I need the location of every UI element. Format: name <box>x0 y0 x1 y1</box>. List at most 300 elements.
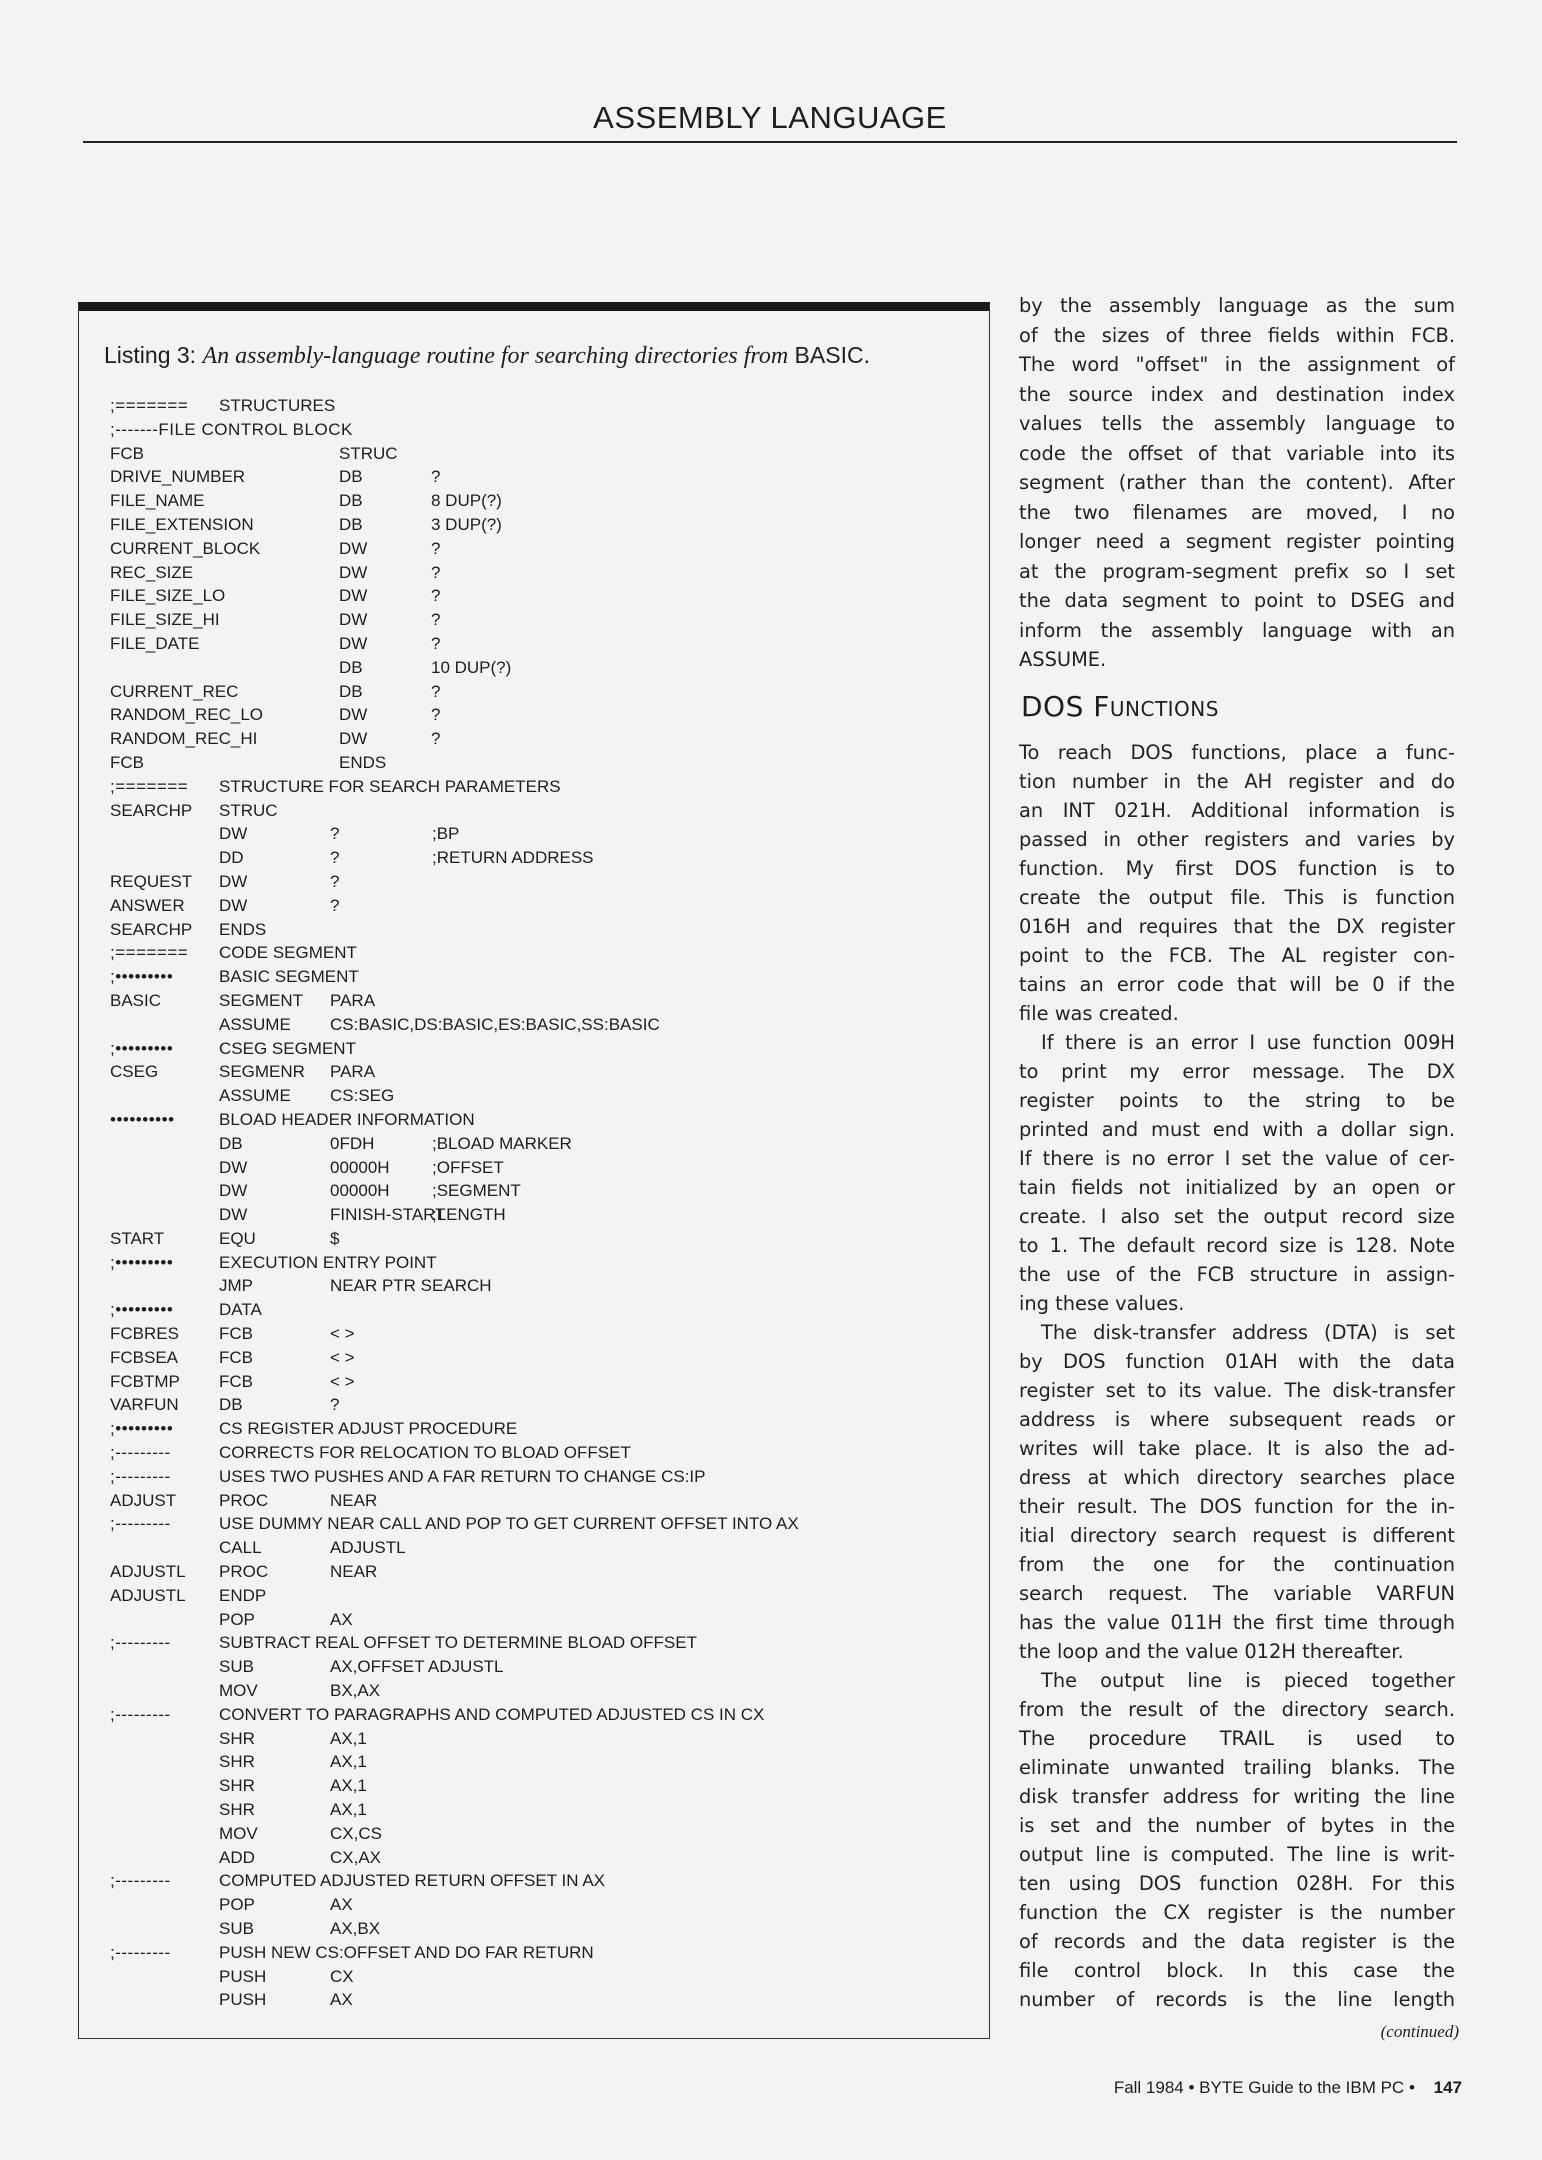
code-field: DW <box>219 871 248 891</box>
code-field: DW <box>219 895 248 915</box>
code-line <box>0 1584 980 1608</box>
code-field: CS:BASIC,DS:BASIC,ES:BASIC,SS:BASIC <box>330 1014 660 1034</box>
text-line: 016H and requires that the DX register <box>1019 915 1455 938</box>
code-field: COMPUTED ADJUSTED RETURN OFFSET IN AX <box>219 1871 606 1891</box>
text-line: disk transfer address for writing the line <box>1019 1785 1455 1808</box>
text-line: ten using DOS function 028H. For this <box>1019 1872 1455 1895</box>
code-field: FILE_SIZE_HI <box>110 610 220 630</box>
text-line: The word "offset" in the assignment of <box>1019 353 1455 376</box>
code-line <box>0 1322 980 1346</box>
code-line <box>0 894 980 918</box>
code-field: 8 DUP(?) <box>431 491 502 511</box>
code-field: ;--------- <box>110 1466 171 1486</box>
code-field: ? <box>431 538 441 558</box>
text-line: To reach DOS functions, place a func- <box>1019 741 1455 764</box>
text-line: by the assembly language as the sum <box>1019 294 1455 317</box>
code-field: 3 DUP(?) <box>431 514 502 534</box>
code-line <box>0 1608 980 1632</box>
code-field: ASSUME <box>219 1086 291 1106</box>
code-field: PROC <box>219 1562 269 1582</box>
code-comment-line <box>0 1703 980 1727</box>
code-field: STRUCTURES <box>219 396 336 415</box>
code-comment-line <box>0 1441 980 1465</box>
code-line <box>0 1346 980 1370</box>
code-field: FILE_NAME <box>110 491 205 511</box>
text-line: register set to its value. The disk-transfer <box>1019 1379 1455 1402</box>
text-line: dress at which directory searches place <box>1019 1466 1455 1489</box>
code-field: FCBSEA <box>110 1347 179 1367</box>
code-field: JMP <box>219 1276 253 1296</box>
code-field: BASIC <box>110 990 162 1010</box>
code-field: DRIVE_NUMBER <box>110 467 246 487</box>
code-line <box>0 1988 980 2012</box>
code-line <box>0 1560 980 1584</box>
code-line <box>0 1179 980 1203</box>
footer-issue: Fall 1984 <box>1113 2078 1184 2097</box>
code-field: •••••••••• <box>110 1109 175 1129</box>
code-field: SEARCHP <box>110 919 193 939</box>
code-field: CORRECTS FOR RELOCATION TO BLOAD OFFSET <box>219 1443 631 1463</box>
footer-bullet: • <box>1408 2078 1415 2097</box>
code-comment-line <box>0 1251 980 1275</box>
text-line: search request. The variable VARFUN <box>1019 1582 1455 1605</box>
code-field: DB <box>339 491 363 511</box>
code-field: RANDOM_REC_HI <box>110 729 258 749</box>
code-line <box>0 799 980 823</box>
continued-note: (continued) <box>1380 2022 1459 2041</box>
code-field: AX <box>330 1990 353 2010</box>
code-field: SHR <box>219 1776 255 1796</box>
code-field: EQU <box>219 1228 256 1248</box>
text-line: itial directory search request is different <box>1019 1524 1455 1547</box>
code-field: DW <box>339 562 368 582</box>
code-field: SHR <box>219 1752 255 1772</box>
code-field: DW <box>339 610 368 630</box>
text-line: register points to the string to be <box>1019 1089 1455 1112</box>
code-field: DB <box>219 1395 243 1415</box>
code-line <box>0 680 980 704</box>
code-field: $ <box>330 1228 340 1248</box>
code-field: DATA <box>219 1300 262 1320</box>
code-field: FCB <box>219 1371 253 1391</box>
text-line: eliminate unwanted trailing blanks. The <box>1019 1756 1455 1779</box>
listing-caption <box>104 342 870 370</box>
text-line: by DOS function 01AH with the data <box>1019 1350 1455 1373</box>
code-field: PUSH <box>219 1966 267 1986</box>
code-field: ENDS <box>339 752 387 772</box>
code-field: PARA <box>330 990 376 1010</box>
code-field: CURRENT_BLOCK <box>110 538 261 558</box>
code-field: USES TWO PUSHES AND A FAR RETURN TO CHANGE CS:IP <box>219 1466 706 1486</box>
code-field: DW <box>219 824 248 844</box>
text-line: printed and must end with a dollar sign. <box>1019 1118 1455 1141</box>
text-line: number of records is the line length <box>1019 1988 1455 2011</box>
code-field: ;OFFSET <box>432 1157 504 1177</box>
code-line <box>0 1798 980 1822</box>
code-line <box>0 584 980 608</box>
article-intro <box>1019 291 1455 675</box>
code-field: FCBRES <box>110 1324 179 1344</box>
code-comment-line <box>0 1941 980 1965</box>
code-field: ;--------- <box>110 1443 171 1463</box>
code-line <box>0 656 980 680</box>
running-header <box>83 100 1457 136</box>
code-line <box>0 1727 980 1751</box>
code-comment-line <box>0 1417 980 1441</box>
code-line <box>0 1489 980 1513</box>
text-line: tains an error code that will be 0 if the <box>1019 973 1455 996</box>
code-field: FILE_DATE <box>110 633 200 653</box>
code-line <box>0 561 980 585</box>
listing-caption-text: An assembly-language routine for searching directories from <box>202 343 789 369</box>
code-field: ADJUSTL <box>110 1585 186 1605</box>
code-line <box>0 1655 980 1679</box>
code-field: DW <box>339 705 368 725</box>
text-line: If there is no error I set the value of cer- <box>1019 1147 1455 1170</box>
text-line: of the sizes of three fields within FCB. <box>1019 323 1455 347</box>
text-line: The procedure TRAIL is used to <box>1019 1727 1455 1750</box>
text-line: the use of the FCB structure in assign- <box>1019 1263 1455 1286</box>
code-field: ;======= <box>110 396 189 415</box>
code-field: CALL <box>219 1538 262 1558</box>
header-rule <box>83 141 1457 143</box>
code-field: SEGMENT <box>219 990 304 1010</box>
code-comment-line <box>0 394 980 418</box>
code-line <box>0 1084 980 1108</box>
page-footer <box>1114 2078 1462 2098</box>
code-field: AX,BX <box>330 1919 381 1938</box>
running-header-title: ASSEMBLY LANGUAGE <box>593 100 947 135</box>
code-field: AX <box>330 1609 353 1629</box>
code-field: AX,1 <box>330 1800 367 1820</box>
code-field: ;BLOAD MARKER <box>432 1133 572 1153</box>
code-field: BLOAD HEADER INFORMATION <box>219 1109 475 1129</box>
code-field: DW <box>339 633 368 653</box>
code-line <box>0 632 980 656</box>
code-field: PARA <box>330 1062 376 1082</box>
code-line <box>0 822 980 846</box>
code-field: ADJUSTL <box>110 1562 186 1582</box>
code-line <box>0 703 980 727</box>
code-field: DW <box>339 586 368 606</box>
code-field: FINISH-START <box>330 1205 446 1225</box>
code-field: FILE_SIZE_LO <box>110 586 226 606</box>
text-line: writes will take place. It is also the ad- <box>1019 1437 1455 1460</box>
text-line: file was created. <box>1019 1002 1179 1025</box>
code-field: SUBTRACT REAL OFFSET TO DETERMINE BLOAD OFFSET <box>219 1633 697 1653</box>
code-field: ? <box>431 633 441 653</box>
code-field: ? <box>431 681 441 701</box>
code-field: CX,AX <box>330 1847 382 1867</box>
code-field: AX,1 <box>330 1776 367 1796</box>
text-line: file control block. In this case the <box>1019 1959 1455 1982</box>
code-field: MOV <box>219 1681 258 1701</box>
code-comment-line <box>0 1869 980 1893</box>
code-line <box>0 1679 980 1703</box>
paragraph <box>1019 1666 1455 2014</box>
code-field: ? <box>330 1395 340 1415</box>
text-line: longer need a segment register pointing <box>1019 530 1455 553</box>
code-field: ANSWER <box>110 895 185 915</box>
code-field: ? <box>431 467 441 487</box>
text-line: values tells the assembly language to <box>1019 412 1455 435</box>
code-line <box>0 1893 980 1917</box>
text-line: the source index and destination index <box>1019 382 1455 406</box>
code-field: POP <box>219 1609 255 1629</box>
code-comment-line <box>0 1037 980 1061</box>
text-line: to 1. The default record size is 128. Note <box>1019 1234 1455 1257</box>
text-line: of records and the data register is the <box>1019 1930 1455 1953</box>
code-field: AX,OFFSET ADJUSTL <box>330 1657 504 1677</box>
text-line: from the one for the continuation <box>1019 1553 1455 1576</box>
text-line: tain fields not initialized by an open or <box>1019 1176 1455 1199</box>
code-field: ;--------- <box>110 1871 171 1891</box>
text-line: The disk-transfer address (DTA) is set <box>1041 1321 1455 1344</box>
code-field: EXECUTION ENTRY POINT <box>219 1252 437 1272</box>
text-line: tion number in the AH register and do <box>1019 770 1455 793</box>
code-field: ? <box>431 729 441 749</box>
code-field: POP <box>219 1895 255 1915</box>
code-field: ;--------- <box>110 1514 171 1534</box>
code-field: NEAR PTR SEARCH <box>330 1276 492 1296</box>
code-line <box>0 1774 980 1798</box>
code-field: ? <box>431 705 441 725</box>
code-line <box>0 918 980 942</box>
code-field: 00000H <box>330 1157 390 1177</box>
code-field: SHR <box>219 1728 255 1748</box>
code-field: DW <box>219 1181 248 1201</box>
code-line <box>0 751 980 775</box>
code-line <box>0 1156 980 1180</box>
code-field: ;--------- <box>110 1633 171 1653</box>
code-field: CSEG SEGMENT <box>219 1038 356 1058</box>
code-comment-line <box>0 1298 980 1322</box>
code-field: DB <box>339 657 363 677</box>
code-line <box>0 1917 980 1941</box>
section-heading: DOS Functions <box>1021 690 1219 723</box>
text-line: the data segment to point to DSEG and <box>1019 589 1455 612</box>
code-field: RANDOM_REC_LO <box>110 705 264 725</box>
code-line <box>0 1965 980 1989</box>
code-field: ? <box>431 586 441 606</box>
text-line: code the offset of that variable into its <box>1019 441 1455 465</box>
code-field: CURRENT_REC <box>110 681 239 701</box>
code-field: CODE SEGMENT <box>219 943 357 963</box>
code-comment-line <box>0 1631 980 1655</box>
code-field: DW <box>219 1205 248 1225</box>
code-field: ;••••••••• <box>110 967 174 987</box>
code-field: AX,1 <box>330 1728 367 1748</box>
footer-bullet: • <box>1188 2078 1195 2097</box>
code-field: PUSH NEW CS:OFFSET AND DO FAR RETURN <box>219 1942 594 1962</box>
code-field: ADJUST <box>110 1490 177 1510</box>
text-line: address is where subsequent reads or <box>1019 1408 1455 1431</box>
code-field: DD <box>219 848 244 868</box>
code-field: CX,CS <box>330 1823 382 1843</box>
code-line <box>0 442 980 466</box>
code-field: PROC <box>219 1490 269 1510</box>
paragraph <box>1019 738 1455 1028</box>
footer-publication: BYTE Guide to the IBM PC <box>1199 2078 1405 2097</box>
code-line <box>0 1227 980 1251</box>
code-field: FCB <box>110 443 144 463</box>
text-line: is set and the number of bytes in the <box>1019 1814 1455 1837</box>
code-field: SHR <box>219 1800 255 1820</box>
code-field: SEGMENR <box>219 1062 305 1082</box>
code-field: 00000H <box>330 1181 390 1201</box>
code-field: DB <box>219 1133 243 1153</box>
code-comment-line <box>0 1465 980 1489</box>
code-field: REQUEST <box>110 871 193 891</box>
text-line: point to the FCB. The AL register con- <box>1019 944 1455 967</box>
text-line: inform the assembly language with an <box>1019 618 1455 642</box>
code-field: CONVERT TO PARAGRAPHS AND COMPUTED ADJUSTED CS IN CX <box>219 1704 765 1724</box>
code-field: ;••••••••• <box>110 1300 174 1320</box>
code-field: ? <box>330 824 340 844</box>
code-field: < > <box>330 1371 355 1391</box>
code-field: AX <box>330 1895 353 1915</box>
code-field: ;--------- <box>110 1942 171 1962</box>
code-field: VARFUN <box>110 1395 179 1415</box>
code-field: ADD <box>219 1847 255 1867</box>
text-line: If there is an error I use function 009H <box>1041 1031 1455 1054</box>
code-field: ;BP <box>432 824 460 844</box>
code-field: STRUC <box>339 443 398 463</box>
text-line: ing these values. <box>1019 1292 1185 1315</box>
code-field: FCB <box>219 1324 253 1344</box>
code-line <box>0 537 980 561</box>
code-field: ADJUSTL <box>330 1538 406 1558</box>
code-field: ;SEGMENT <box>432 1181 521 1201</box>
paragraph <box>1019 1028 1455 1318</box>
code-line <box>0 846 980 870</box>
text-line: their result. The DOS function for the in- <box>1019 1495 1455 1518</box>
code-field: DW <box>219 1157 248 1177</box>
listing-label: Listing 3: <box>104 342 197 368</box>
text-line: ASSUME. <box>1019 648 1107 671</box>
code-field: < > <box>330 1324 355 1344</box>
code-field: ;••••••••• <box>110 1038 174 1058</box>
code-field: ;RETURN ADDRESS <box>432 848 594 868</box>
text-line: output line is computed. The line is writ- <box>1019 1843 1455 1866</box>
code-field: SUB <box>219 1919 254 1938</box>
code-field: 0FDH <box>330 1133 375 1153</box>
code-line <box>0 1536 980 1560</box>
code-field: AX,1 <box>330 1752 367 1772</box>
listing-caption-end: BASIC. <box>794 342 870 368</box>
code-field: BX,AX <box>330 1681 381 1701</box>
code-line <box>0 1370 980 1394</box>
code-line <box>0 989 980 1013</box>
text-line: an INT 021H. Additional information is <box>1019 799 1455 822</box>
text-line: function the CX register is the number <box>1019 1901 1455 1924</box>
code-comment-line <box>0 965 980 989</box>
code-field: FILE_EXTENSION <box>110 514 254 534</box>
code-line <box>0 1132 980 1156</box>
code-field: CS:SEG <box>330 1086 395 1106</box>
code-field: ? <box>431 610 441 630</box>
code-field: DW <box>339 729 368 749</box>
code-listing <box>0 394 980 2012</box>
code-line <box>0 1060 980 1084</box>
code-field: PUSH <box>219 1990 267 2010</box>
code-field: NEAR <box>330 1562 378 1582</box>
code-line <box>0 870 980 894</box>
code-field: SUB <box>219 1657 254 1677</box>
text-line: create. I also set the output record size <box>1019 1205 1455 1228</box>
code-field: ASSUME <box>219 1014 291 1034</box>
code-field: ? <box>431 562 441 582</box>
code-field: DB <box>339 467 363 487</box>
code-field: ;••••••••• <box>110 1419 174 1439</box>
code-field: FCB <box>110 752 144 772</box>
text-line: segment (rather than the content). After <box>1019 471 1455 494</box>
text-line: has the value 011H the first time through <box>1019 1611 1455 1634</box>
code-line <box>0 465 980 489</box>
text-line: from the result of the directory search. <box>1019 1698 1455 1721</box>
text-line: passed in other registers and varies by <box>1019 828 1455 851</box>
code-comment-line <box>0 1512 980 1536</box>
code-line <box>0 1274 980 1298</box>
code-field: < > <box>330 1347 355 1367</box>
code-field: CS REGISTER ADJUST PROCEDURE <box>219 1419 518 1439</box>
text-line: at the program-segment prefix so I set <box>1019 559 1455 583</box>
paragraph <box>1019 1318 1455 1666</box>
code-field: DW <box>339 538 368 558</box>
code-field: ;======= <box>110 943 189 963</box>
text-line: create the output file. This is function <box>1019 886 1455 909</box>
code-field: ? <box>330 848 340 868</box>
code-line <box>0 1846 980 1870</box>
code-line <box>0 727 980 751</box>
code-field: MOV <box>219 1823 258 1843</box>
code-field: CX <box>330 1966 354 1986</box>
code-field: START <box>110 1228 165 1248</box>
code-field: REC_SIZE <box>110 562 194 582</box>
code-field: ;••••••••• <box>110 1252 174 1272</box>
code-field: USE DUMMY NEAR CALL AND POP TO GET CURRENT OFFSET INTO AX <box>219 1514 799 1534</box>
code-field: DB <box>339 681 363 701</box>
code-comment-line <box>0 1108 980 1132</box>
code-field: ? <box>330 871 340 891</box>
code-field: ;======= <box>110 776 189 796</box>
code-line <box>0 489 980 513</box>
code-field: DB <box>339 514 363 534</box>
code-comment-line <box>0 941 980 965</box>
text-line: the loop and the value 012H thereafter. <box>1019 1640 1404 1663</box>
code-field: BASIC SEGMENT <box>219 967 359 987</box>
code-line <box>0 1750 980 1774</box>
code-field: ENDP <box>219 1585 267 1605</box>
code-field: FCBTMP <box>110 1371 180 1391</box>
code-field: ;-------FILE CONTROL BLOCK <box>110 419 353 439</box>
code-field: CSEG <box>110 1062 159 1082</box>
code-line <box>0 1822 980 1846</box>
code-field: STRUC <box>219 800 278 820</box>
code-comment-line <box>0 775 980 799</box>
code-comment-line <box>0 418 980 442</box>
code-field: SEARCHP <box>110 800 193 820</box>
code-field: NEAR <box>330 1490 378 1510</box>
page-number: 147 <box>1433 2078 1462 2097</box>
code-line <box>0 1393 980 1417</box>
text-line: function. My first DOS function is to <box>1019 857 1455 880</box>
code-field: ENDS <box>219 919 267 939</box>
text-line: The output line is pieced together <box>1041 1669 1455 1692</box>
code-line <box>0 513 980 537</box>
code-field: ? <box>330 895 340 915</box>
text-line: to print my error message. The DX <box>1019 1060 1455 1083</box>
